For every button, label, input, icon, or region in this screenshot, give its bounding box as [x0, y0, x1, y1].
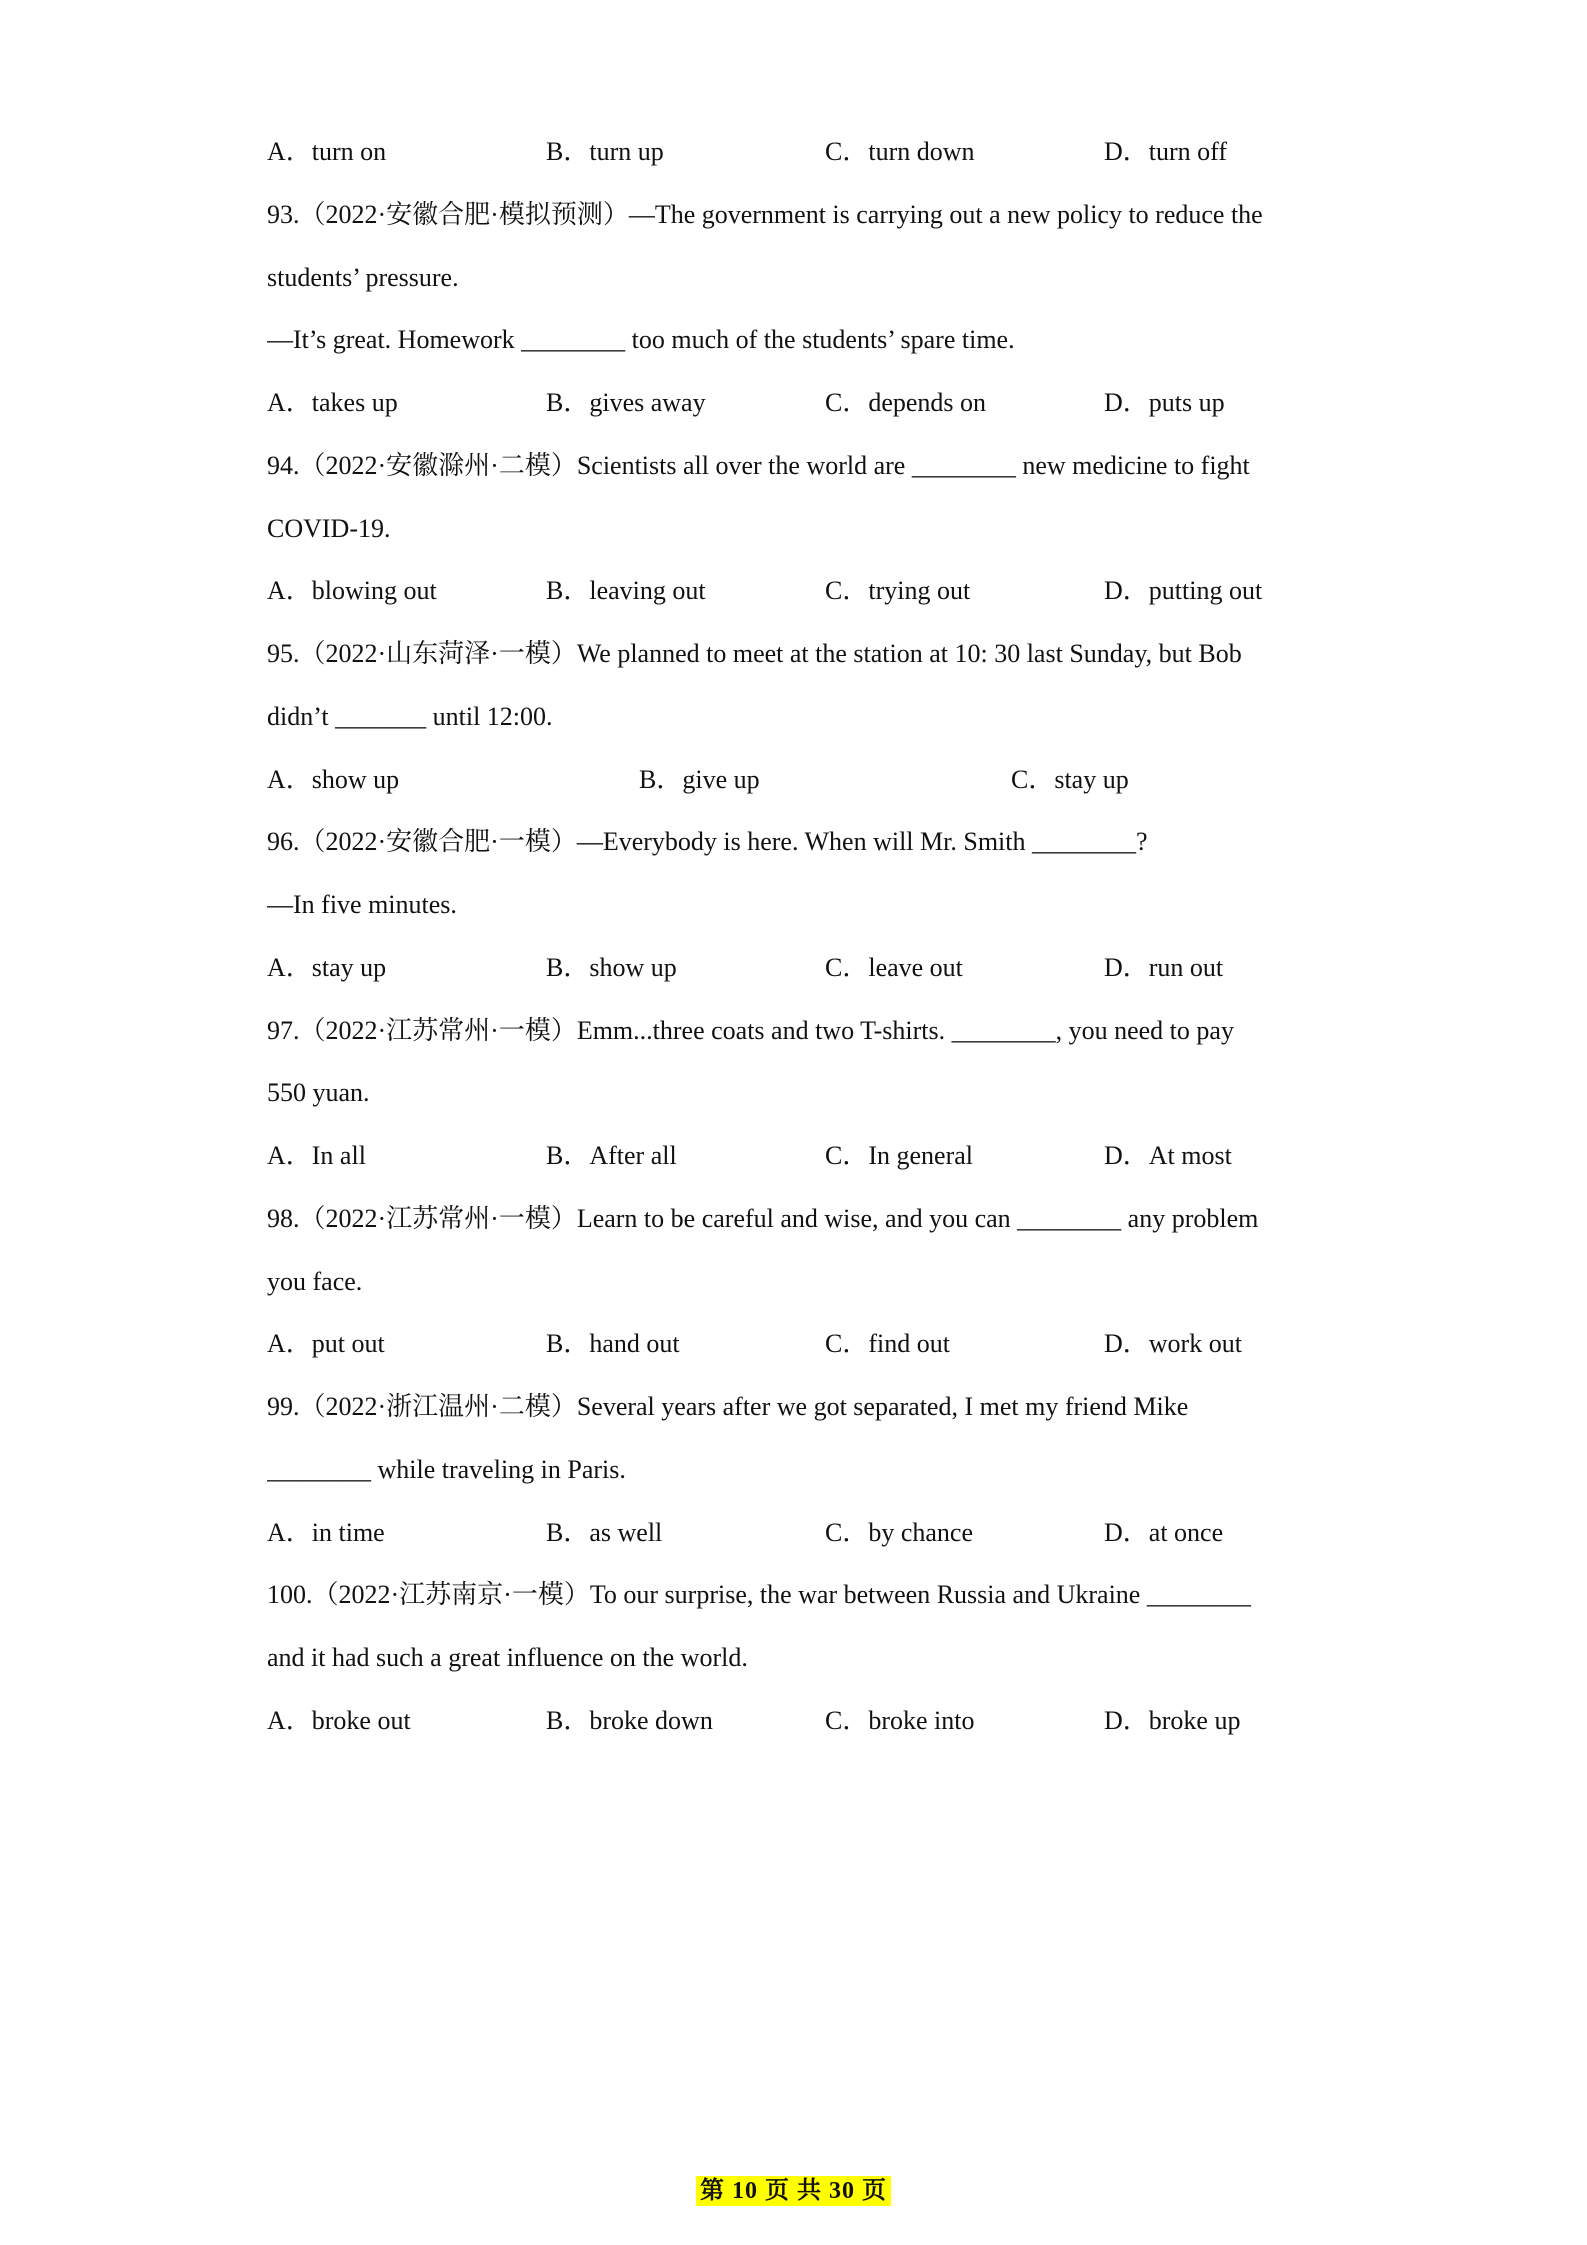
options-row-100 [267, 1701, 1337, 1764]
option-d: D．broke up [1104, 1705, 1241, 1735]
page-number: 第 10 页 共 30 页 [696, 2176, 891, 2206]
question-96-line-2: —In five minutes. [267, 890, 457, 919]
question-100-line-2: and it had such a great influence on the world. [267, 1643, 748, 1672]
question-95-line-2: didn’t _______ until 12:00. [267, 701, 553, 731]
option-a: A．show up [267, 764, 400, 794]
option-c: C．turn down [825, 137, 975, 166]
option-b: B．hand out [546, 1329, 680, 1359]
option-a: A．In all [267, 1141, 366, 1170]
option-c: C．leave out [825, 952, 963, 982]
options-row-92 [267, 132, 1337, 195]
option-b: B．show up [546, 952, 677, 982]
question-97-line-1: 97.（2022·江苏常州·一模）Emm...three coats and two T-shirts. ________, you need to pay [267, 1015, 1234, 1045]
question-98-line-2: you face. [267, 1266, 363, 1296]
question-95-line-1: 95.（2022·山东菏泽·一模）We planned to meet at the station at 10: 30 last Sunday, but Bob [267, 639, 1242, 668]
option-d: D．at once [1104, 1517, 1224, 1547]
option-c: C．In general [825, 1141, 974, 1170]
option-b: B．leaving out [546, 576, 706, 606]
question-93-line-1: 93.（2022·安徽合肥·模拟预测）—The government is carrying out a new policy to reduce the [267, 199, 1263, 229]
question-99-line-2: ________ while traveling in Paris. [267, 1454, 626, 1484]
question-99-line-1: 99.（2022·浙江温州·二模）Several years after we got separated, I met my friend Mike [267, 1392, 1189, 1421]
question-content [267, 132, 1337, 1764]
option-c: C．trying out [825, 576, 971, 606]
options-row-98 [267, 1324, 1337, 1387]
options-row-99 [267, 1513, 1337, 1576]
question-96-line-1: 96.（2022·安徽合肥·一模）—Everybody is here. When will Mr. Smith ________? [267, 827, 1148, 857]
options-row-95 [267, 760, 1337, 823]
option-a: A．blowing out [267, 576, 437, 606]
option-d: D．run out [1104, 952, 1224, 982]
option-a: A．turn on [267, 137, 387, 166]
option-b: B．broke down [546, 1705, 713, 1735]
options-row-97 [267, 1136, 1337, 1199]
options-row-96 [267, 948, 1337, 1011]
option-c: C．broke into [825, 1705, 975, 1735]
question-93-line-3: —It’s great. Homework ________ too much of the students’ spare time. [267, 325, 1015, 355]
option-b: B．After all [546, 1141, 677, 1170]
option-a: A．put out [267, 1329, 385, 1359]
option-c: C．find out [825, 1329, 950, 1359]
page-footer [0, 2170, 1587, 2205]
option-b: B．turn up [546, 137, 664, 166]
question-93-line-2: students’ pressure. [267, 262, 459, 292]
option-b: B．gives away [546, 388, 706, 417]
options-row-94 [267, 571, 1337, 634]
option-a: A．stay up [267, 952, 387, 982]
question-100-line-1: 100.（2022·江苏南京·一模）To our surprise, the war between Russia and Ukraine ________ [267, 1580, 1251, 1610]
option-a: A．takes up [267, 388, 398, 417]
option-c: C．depends on [825, 388, 987, 417]
question-94-line-2: COVID-19. [267, 513, 391, 543]
option-d: D．turn off [1104, 137, 1228, 166]
option-c: C．stay up [1011, 764, 1129, 794]
option-c: C．by chance [825, 1517, 974, 1547]
question-98-line-1: 98.（2022·江苏常州·一模）Learn to be careful and wise, and you can ________ any problem [267, 1203, 1259, 1233]
question-94-line-1: 94.（2022·安徽滁州·二模）Scientists all over the world are ________ new medicine to fight [267, 450, 1250, 480]
option-d: D．work out [1104, 1329, 1242, 1359]
option-b: B．give up [639, 764, 760, 794]
option-a: A．broke out [267, 1705, 411, 1735]
options-row-93 [267, 383, 1337, 446]
option-d: D．puts up [1104, 388, 1225, 417]
question-97-line-2: 550 yuan. [267, 1078, 370, 1108]
option-b: B．as well [546, 1517, 663, 1547]
option-a: A．in time [267, 1517, 385, 1547]
option-d: D．At most [1104, 1141, 1232, 1170]
option-d: D．putting out [1104, 576, 1263, 606]
